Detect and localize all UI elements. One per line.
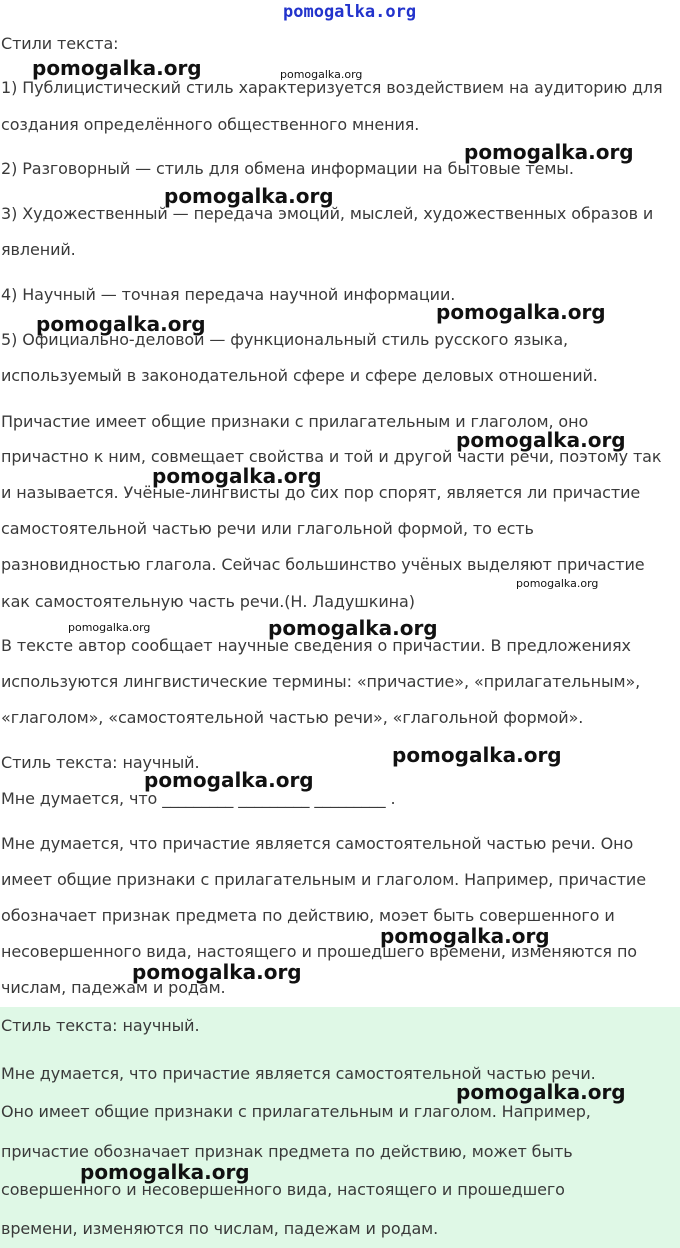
text-line: используемый в законодательной сфере и сфере деловых отношений. xyxy=(1,366,598,385)
text-line: 4) Научный — точная передача научной информации. xyxy=(1,285,456,304)
text-line: как самостоятельную часть речи.(Н. Ладушкина) xyxy=(1,592,415,611)
watermark: pomogalka.org xyxy=(436,300,606,324)
answer-line: времени, изменяются по числам, падежам и родам. xyxy=(1,1219,439,1238)
watermark: pomogalka.org xyxy=(132,960,302,984)
answer-line: Мне думается, что причастие является самостоятельной частью речи. xyxy=(1,1064,596,1083)
text-line: несовершенного вида, настоящего и прошедшего времени, изменяются по xyxy=(1,942,637,961)
text-line: Мне думается, что _________ _________ _________ . xyxy=(1,789,396,808)
text-line: самостоятельной частью речи или глагольной формой, то есть xyxy=(1,519,534,538)
text-line: 2) Разговорный — стиль для обмена информации на бытовые темы. xyxy=(1,159,574,178)
watermark: pomogalka.org xyxy=(280,68,363,81)
text-line: обозначает признак предмета по действию, моэет быть совершенного и xyxy=(1,906,615,925)
answer-line: совершенного и несовершенного вида, настоящего и прошедшего xyxy=(1,1180,565,1199)
watermark: pomogalka.org xyxy=(80,1160,250,1184)
text-line: Стиль текста: научный. xyxy=(1,753,200,772)
text-line: 3) Художественный — передача эмоций, мыслей, художественных образов и xyxy=(1,204,654,223)
watermark: pomogalka.org xyxy=(464,140,634,164)
watermark: pomogalka.org xyxy=(516,577,599,590)
text-line: числам, падежам и родам. xyxy=(1,978,226,997)
watermark: pomogalka.org xyxy=(456,1080,626,1104)
text-line: Причастие имеет общие признаки с прилагательным и глаголом, оно xyxy=(1,412,589,431)
text-line: используются лингвистические термины: «причастие», «прилагательным», xyxy=(1,672,641,691)
site-header-link[interactable]: pomogalka.org xyxy=(283,2,417,22)
text-line: имеет общие признаки с прилагательным и глаголом. Например, причастие xyxy=(1,870,646,889)
watermark: pomogalka.org xyxy=(68,621,151,634)
text-line: 5) Официально-деловой — функциональный стиль русского языка, xyxy=(1,330,569,349)
text-line: и называется. Учёные-лингвисты до сих пор спорят, является ли причастие xyxy=(1,483,641,502)
watermark: pomogalka.org xyxy=(456,428,626,452)
watermark: pomogalka.org xyxy=(164,184,334,208)
text-line: В тексте автор сообщает научные сведения о причастии. В предложениях xyxy=(1,636,631,655)
answer-box xyxy=(0,1007,680,1248)
watermark: pomogalka.org xyxy=(392,743,562,767)
answer-line: Стиль текста: научный. xyxy=(1,1016,200,1035)
text-line: Мне думается, что причастие является самостоятельной частью речи. Оно xyxy=(1,834,634,853)
text-line: явлений. xyxy=(1,240,76,259)
watermark: pomogalka.org xyxy=(36,312,206,336)
watermark: pomogalka.org xyxy=(380,924,550,948)
answer-line: причастие обозначает признак предмета по действию, может быть xyxy=(1,1142,573,1161)
text-line: «глаголом», «самостоятельной частью речи», «глагольной формой». xyxy=(1,708,584,727)
text-line: причастно к ним, совмещает свойства и той и другой части речи, поэтому так xyxy=(1,447,662,466)
text-line: разновидностью глагола. Сейчас большинство учёных выделяют причастие xyxy=(1,555,645,574)
watermark: pomogalka.org xyxy=(152,464,322,488)
text-line: 1) Публицистический стиль характеризуется воздействием на аудиторию для xyxy=(1,78,663,97)
text-line: создания определённого общественного мнения. xyxy=(1,115,420,134)
answer-line: Оно имеет общие признаки с прилагательным и глаголом. Например, xyxy=(1,1102,591,1121)
watermark: pomogalka.org xyxy=(144,768,314,792)
watermark: pomogalka.org xyxy=(32,56,202,80)
watermark: pomogalka.org xyxy=(268,616,438,640)
text-line: Стили текста: xyxy=(1,34,119,53)
